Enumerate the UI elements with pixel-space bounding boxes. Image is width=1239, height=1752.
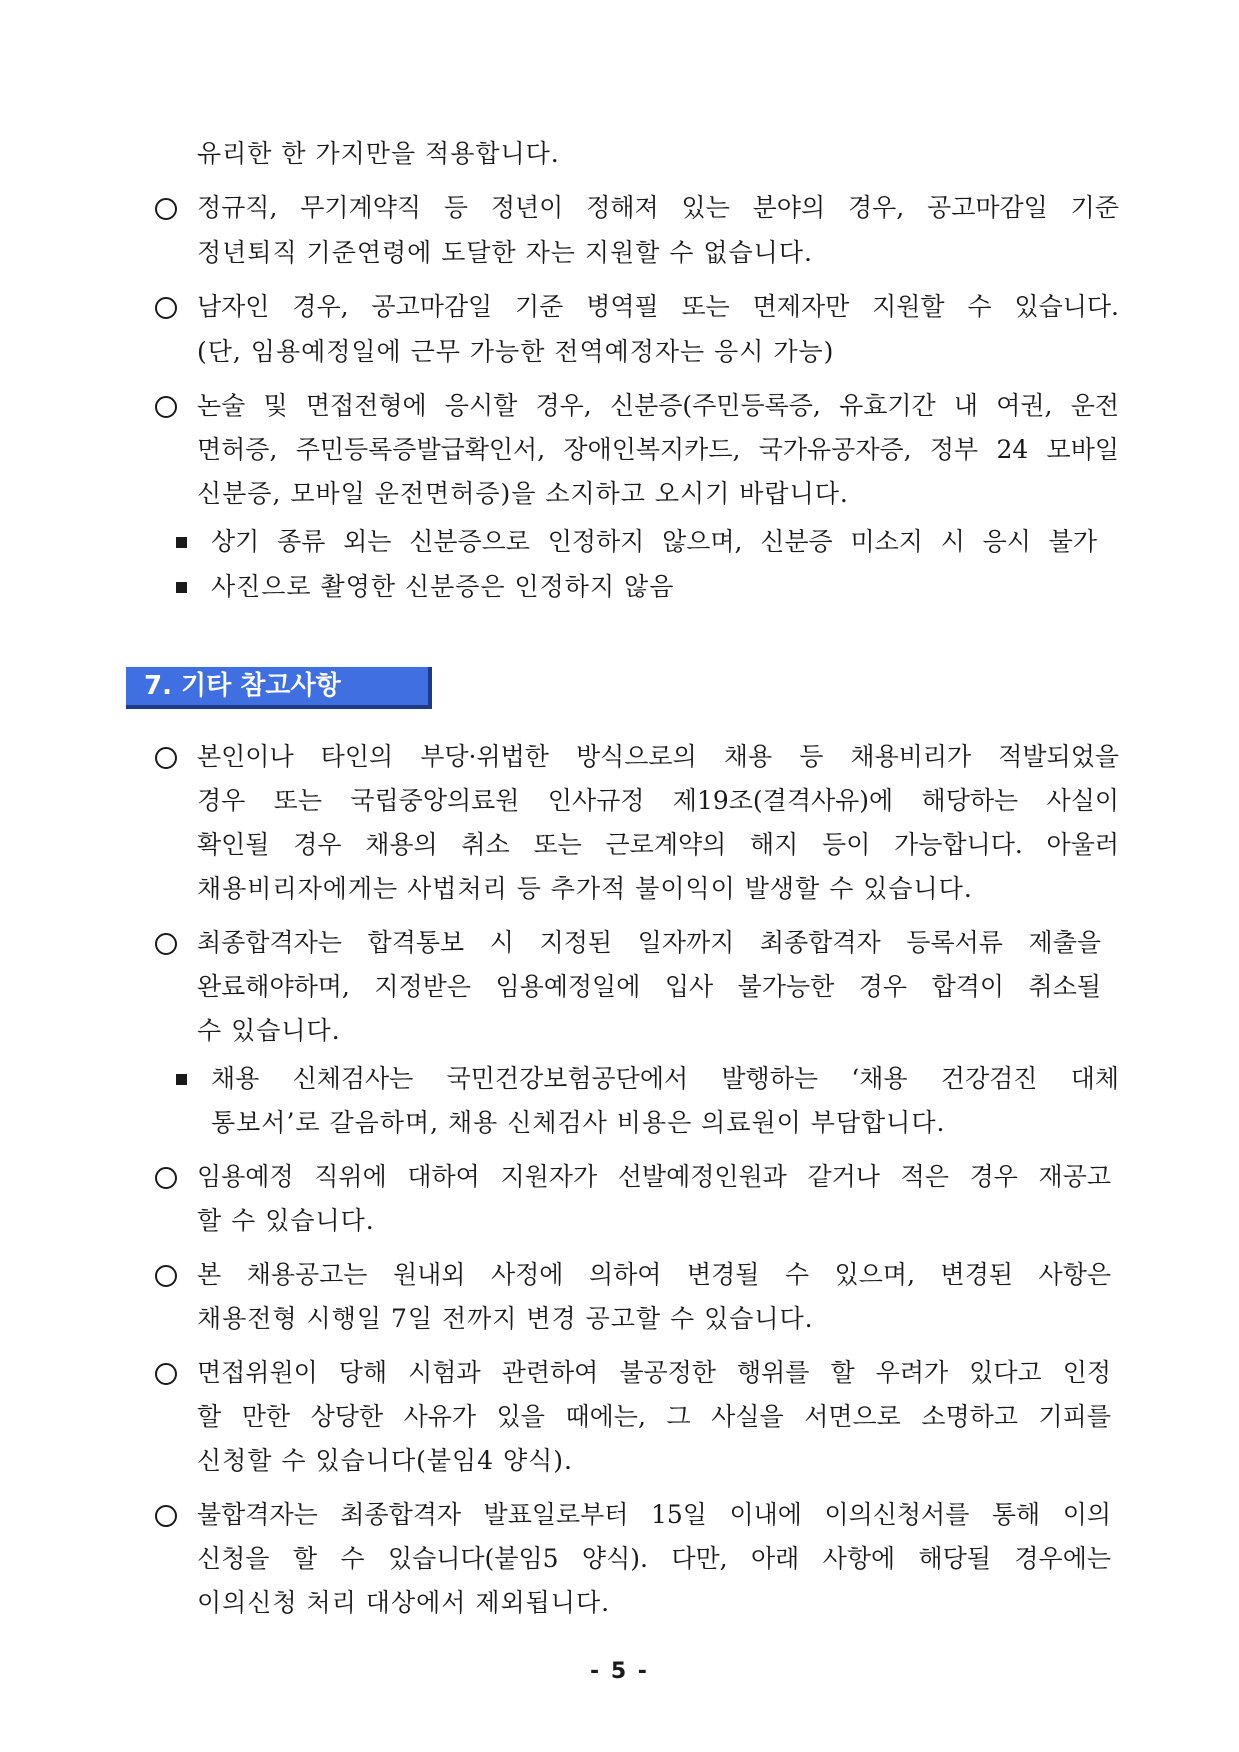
paragraph-line: 면접위원이 당해 시험과 관련하여 불공정한 행위를 할 우려가 있다고 인정 [197,1358,1111,1387]
circle-bullet-icon [155,1363,177,1385]
paragraph-line: 최종합격자는 합격통보 시 지정된 일자까지 최종합격자 등록서류 제출을 [197,928,1101,957]
bullet-text: 통보서’로 갈음하며, 채용 신체검사 비용은 의료원이 부담합니다. [211,1108,946,1137]
square-bullet-icon [176,537,187,548]
paragraph-line: 본인이나 타인의 부당·위법한 방식으로의 채용 등 채용비리가 적발되었을 [197,742,1119,771]
circle-bullet-icon [155,297,177,319]
paragraph-line: 확인될 경우 채용의 취소 또는 근로계약의 해지 등이 가능합니다. 아울러 [197,830,1119,859]
paragraph-line: 채용전형 시행일 7일 전까지 변경 공고할 수 있습니다. [197,1304,814,1333]
circle-bullet-icon [155,198,177,220]
bullet-text: 채용 신체검사는 국민건강보험공단에서 발행하는 ‘채용 건강검진 대체 [211,1064,1119,1093]
paragraph-line: 할 수 있습니다. [197,1206,375,1235]
paragraph-line: 이의신청 처리 대상에서 제외됩니다. [197,1588,611,1617]
square-bullet-icon [176,1074,187,1085]
paragraph-line: 면허증, 주민등록증발급확인서, 장애인복지카드, 국가유공자증, 정부 24 모바일 [197,435,1119,464]
section-title: 7. 기타 참고사항 [144,671,341,701]
paragraph-line: 본 채용공고는 원내외 사정에 의하여 변경될 수 있으며, 변경된 사항은 [197,1260,1111,1289]
bullet-text: 사진으로 촬영한 신분증은 인정하지 않음 [211,572,675,601]
paragraph-line: 논술 및 면접전형에 응시할 경우, 신분증(주민등록증, 유효기간 내 여권, 운전 [197,391,1119,420]
paragraph-line: 신청할 수 있습니다(붙임4 양식). [197,1446,574,1475]
section-heading-box [126,667,432,709]
paragraph-line: (단, 임용예정일에 근무 가능한 전역예정자는 응시 가능) [197,337,835,366]
bullet-text: 상기 종류 외는 신분증으로 인정하지 않으며, 신분증 미소지 시 응시 불가 [211,527,1097,556]
circle-bullet-icon [155,1505,177,1527]
circle-bullet-icon [155,1265,177,1287]
paragraph-line: 수 있습니다. [197,1016,341,1045]
paragraph-line: 임용예정 직위에 대하여 지원자가 선발예정인원과 같거나 적은 경우 재공고 [197,1162,1111,1191]
paragraph-line: 정규직, 무기계약직 등 정년이 정해져 있는 분야의 경우, 공고마감일 기준 [197,193,1119,222]
square-bullet-icon [176,582,187,593]
paragraph-line: 경우 또는 국립중앙의료원 인사규정 제19조(결격사유)에 해당하는 사실이 [197,786,1119,815]
paragraph-line: 신분증, 모바일 운전면허증)을 소지하고 오시기 바랍니다. [197,479,849,508]
circle-bullet-icon [155,747,177,769]
paragraph-line: 불합격자는 최종합격자 발표일로부터 15일 이내에 이의신청서를 통해 이의 [197,1500,1111,1529]
paragraph-line: 정년퇴직 기준연령에 도달한 자는 지원할 수 없습니다. [197,238,813,267]
paragraph-line: 할 만한 상당한 사유가 있을 때에는, 그 사실을 서면으로 소명하고 기피를 [197,1402,1111,1431]
circle-bullet-icon [155,933,177,955]
paragraph-line: 완료해야하며, 지정받은 임용예정일에 입사 불가능한 경우 합격이 취소될 [197,972,1101,1001]
continuation-text: 유리한 한 가지만을 적용합니다. [197,139,560,168]
circle-bullet-icon [155,1167,177,1189]
page-number: - 5 - [590,1659,649,1684]
paragraph-line: 신청을 할 수 있습니다(붙임5 양식). 다만, 아래 사항에 해당될 경우에는 [197,1544,1111,1573]
paragraph-line: 남자인 경우, 공고마감일 기준 병역필 또는 면제자만 지원할 수 있습니다. [197,292,1119,321]
circle-bullet-icon [155,396,177,418]
paragraph-line: 채용비리자에게는 사법처리 등 추가적 불이익이 발생할 수 있습니다. [197,874,973,903]
